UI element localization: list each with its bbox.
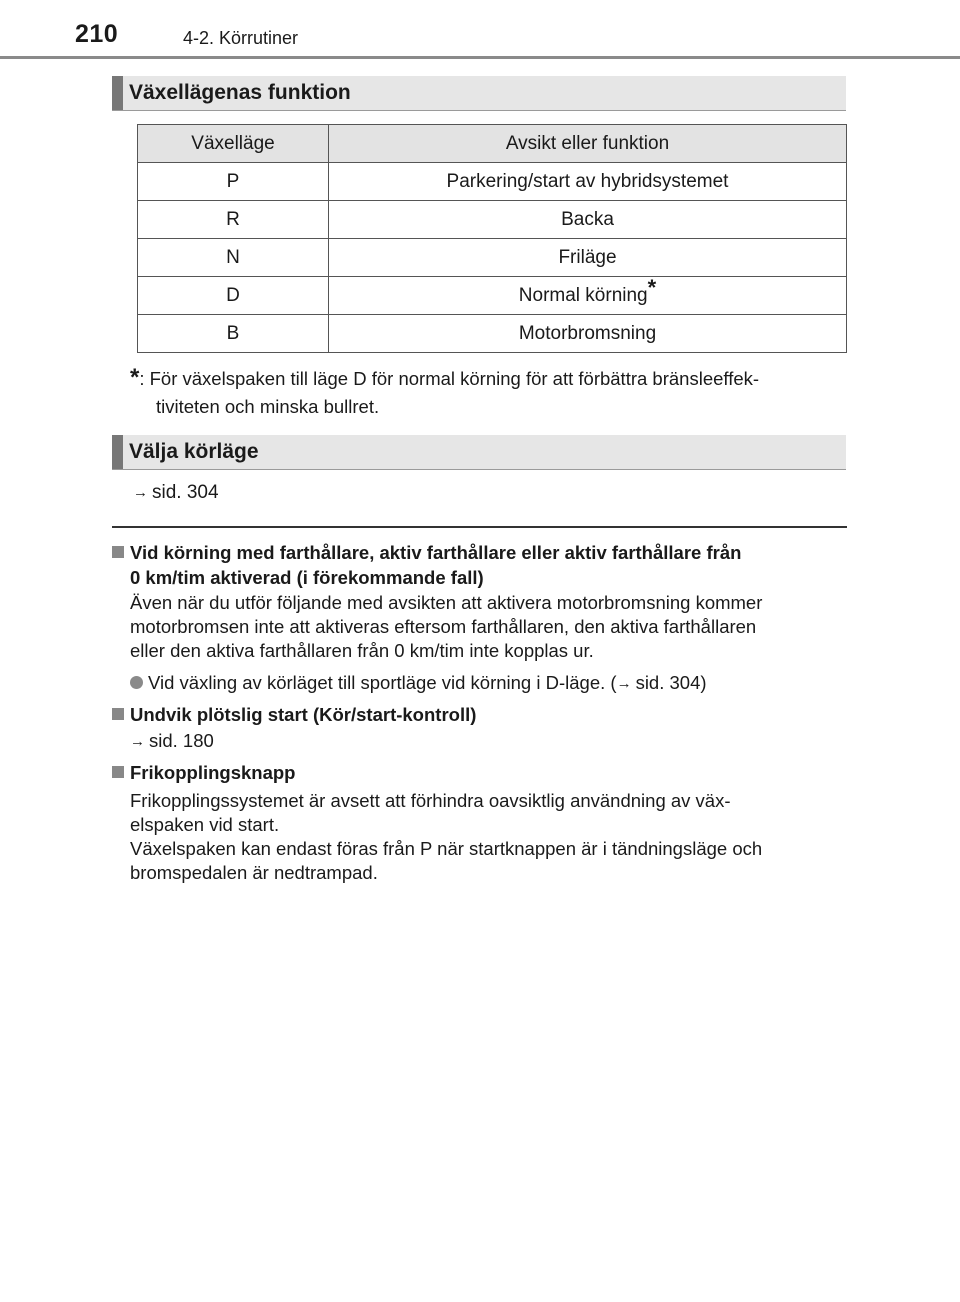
square-bullet-icon xyxy=(112,766,124,778)
body-line: Även när du utför följande med avsikten att aktivera motorbromsning kommer xyxy=(130,592,763,613)
function-cell: Friläge xyxy=(329,239,847,277)
bullet-item xyxy=(130,671,845,696)
function-cell: Backa xyxy=(329,201,847,239)
header-divider xyxy=(0,56,960,59)
function-cell xyxy=(329,277,847,315)
heading-accent-bar xyxy=(112,76,123,110)
body-line: Frikopplingssystemet är avsett att förhindra oavsiktlig användning av väx- xyxy=(130,790,731,811)
function-cell: Parkering/start av hybridsystemet xyxy=(329,163,847,201)
body-line: motorbromsen inte att aktiveras eftersom farthållaren, den aktiva farthållaren xyxy=(130,616,757,637)
footnote-continuation: tiviteten och minska bullret. xyxy=(156,396,380,417)
note-heading-cruise-control xyxy=(112,540,847,565)
note-body xyxy=(130,789,845,885)
page-number: 210 xyxy=(75,20,119,48)
arrow-right-icon: → xyxy=(616,675,632,692)
table-row xyxy=(138,239,847,277)
heading-accent-bar xyxy=(112,435,123,469)
gear-mode-table xyxy=(137,124,847,353)
function-cell: Motorbromsning xyxy=(329,315,847,353)
arrow-right-icon: → xyxy=(133,484,148,501)
page-reference[interactable] xyxy=(133,482,219,504)
section-heading-drive-mode xyxy=(112,435,846,470)
square-bullet-icon xyxy=(112,708,124,720)
note-title-continuation: 0 km/tim aktiverad (i förekommande fall) xyxy=(130,567,484,588)
bullet-reference[interactable]: sid. 304) xyxy=(635,672,707,693)
bullet-text: Vid växling av körläget till sportläge vid körning i D-läge. ( xyxy=(148,672,617,693)
square-bullet-icon xyxy=(112,546,124,558)
footnote-marker: * xyxy=(647,275,657,301)
gear-cell: D xyxy=(138,277,329,315)
section-title: Växellägenas funktion xyxy=(129,81,351,104)
gear-cell: R xyxy=(138,201,329,239)
note-title: Vid körning med farthållare, aktiv farthållare eller aktiv farthållare från xyxy=(130,542,742,563)
table-row xyxy=(138,315,847,353)
section-title: Välja körläge xyxy=(129,440,259,463)
note-title: Undvik plötslig start (Kör/start-kontroll) xyxy=(130,704,477,725)
function-text: Normal körning xyxy=(518,284,648,306)
section-heading-gear-functions xyxy=(112,76,846,111)
body-line: Växelspaken kan endast föras från P när startknappen är i tändningsläge och xyxy=(130,838,763,859)
gear-cell: P xyxy=(138,163,329,201)
table-row xyxy=(138,277,847,315)
page-reference[interactable] xyxy=(130,730,214,752)
section-divider xyxy=(112,526,847,528)
table-header-row xyxy=(138,125,847,163)
note-heading-sudden-start xyxy=(112,702,847,727)
body-line: elspaken vid start. xyxy=(130,814,280,835)
note-heading-shift-lock-release xyxy=(112,760,847,785)
chapter-title: 4-2. Körrutiner xyxy=(183,28,299,48)
table-header-cell: Växelläge xyxy=(138,125,329,163)
table-header-cell: Avsikt eller funktion xyxy=(329,125,847,163)
gear-cell: N xyxy=(138,239,329,277)
table-footnote xyxy=(130,364,850,421)
arrow-right-icon: → xyxy=(130,733,145,750)
body-line: bromspedalen är nedtrampad. xyxy=(130,862,378,883)
body-line: eller den aktiva farthållaren från 0 km/tim inte kopplas ur. xyxy=(130,640,594,661)
footnote-asterisk: * xyxy=(130,364,140,391)
gear-cell: B xyxy=(138,315,329,353)
reference-text: sid. 180 xyxy=(149,730,214,751)
note-body xyxy=(130,591,845,663)
table-row xyxy=(138,163,847,201)
footnote-text: : För växelspaken till läge D för normal körning för att förbättra bränsleeffek- xyxy=(139,368,760,389)
note-title: Frikopplingsknapp xyxy=(130,762,296,783)
bullet-dot-icon xyxy=(130,676,143,689)
reference-text: sid. 304 xyxy=(152,482,219,503)
table-row xyxy=(138,201,847,239)
footnote-line xyxy=(130,364,850,393)
